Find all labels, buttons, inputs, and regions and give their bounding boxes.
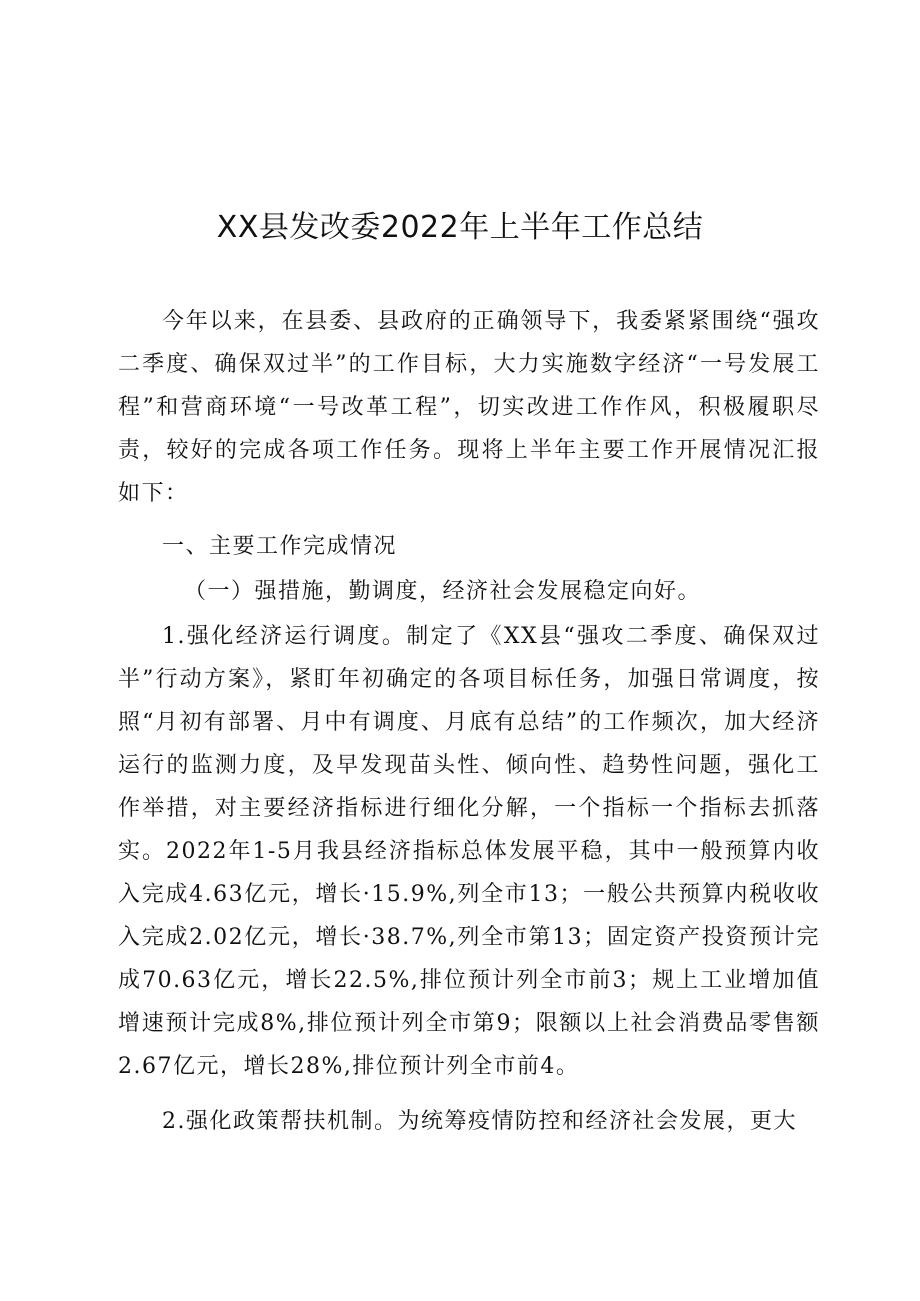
intro-paragraph: 今年以来，在县委、县政府的正确领导下，我委紧紧围绕“强攻二季度、确保双过半”的工作目标，大力实施数字经济“一号发展工程”和营商环境“一号改革工程”，切实改进工作作风，积极履职尽责，较好的完成各项工作任务。现将上半年主要工作开展情况汇报如下： bbox=[118, 309, 820, 506]
document-body bbox=[118, 300, 820, 1143]
document-title: XX县发改委2022年上半年工作总结 bbox=[216, 210, 704, 245]
item-1-paragraph: 1.强化经济运行调度。制定了《XX县“强攻二季度、确保双过半”行动方案》，紧盯年初确定的各项目标任务，加强日常调度，按照“月初有部署、月中有调度、月底有总结”的工作频次，加大经济运行的监测力度，及早发现苗头性、倾向性、趋势性问题，强化工作举措，对主要经济指标进行细化分解，一个指标一个指标去抓落实。2022年1-5月我县经济指标总体发展平稳，其中一般预算内收入完成4.63亿元，增长·15.9%,列全市13；一般公共预算内税收收入完成2.02亿元，增长·38.7%,列全市第13；固定资产投资预计完成70.63亿元，增长22.5%,排位预计列全市前3；规上工业增加值增速预计完成8%,排位预计列全市第9；限额以上社会消费品零售额2.67亿元，增长28%,排位预计列全市前4。 bbox=[118, 624, 820, 1079]
item-2-paragraph: 2.强化政策帮扶机制。为统筹疫情防控和经济社会发展，更大 bbox=[162, 1109, 797, 1134]
subsection-heading: （一）强措施，勤调度，经济社会发展稳定向好。 bbox=[184, 579, 702, 604]
section-heading: 一、主要工作完成情况 bbox=[162, 534, 398, 559]
